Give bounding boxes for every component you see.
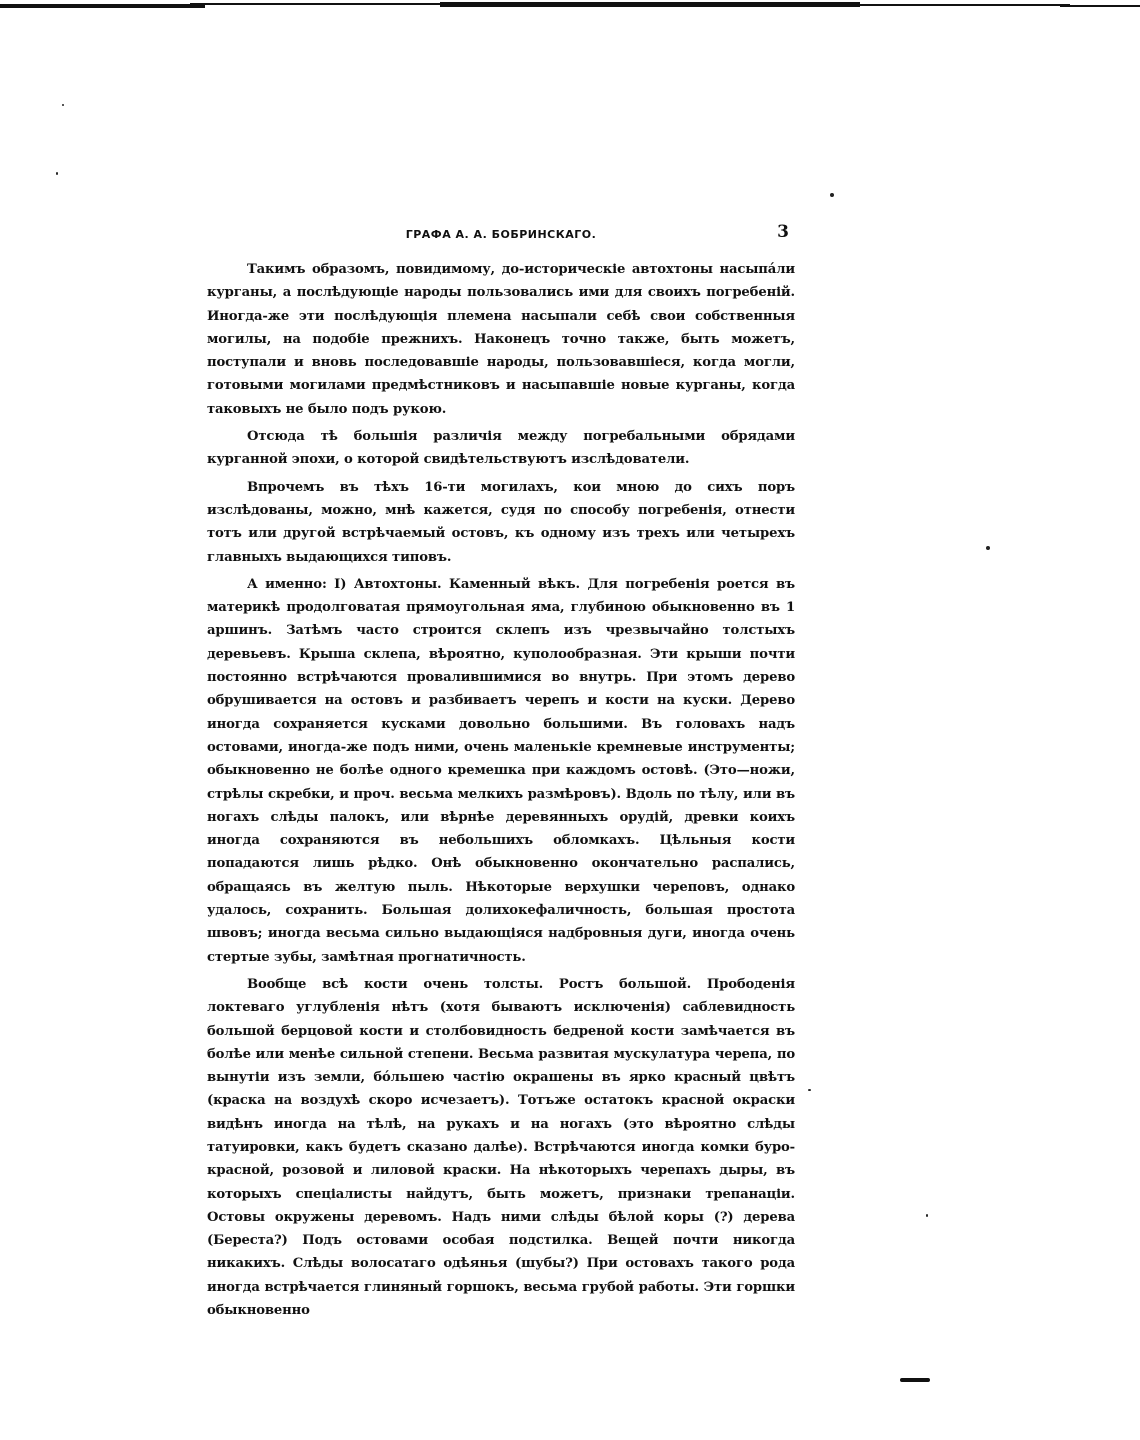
scan-speck — [56, 172, 58, 175]
scan-speck — [62, 104, 64, 106]
scan-edge-stroke — [1060, 5, 1140, 7]
running-header — [207, 222, 795, 246]
scan-speck — [808, 1089, 811, 1091]
paragraph: А именно: I) Автохтоны. Каменный вѣкъ. Для погребенія роется въ материкѣ продолговатая прямоугольная яма, глубиною обыкновенно въ 1 аршинъ. Затѣмъ часто строится склепъ изъ чрезвычайно толстыхъ деревьевъ. Крыша склепа, вѣроятно, куполообразная. Эти крыши почти постоянно встрѣчаются провалившимися во внутрь. При этомъ дерево обрушивается на остовъ и разбиваетъ черепъ и кости на куски. Дерево иногда сохраняется кусками довольно большими. Въ головахъ надъ остовами, иногда-же подъ ними, очень маленькіе кремневые инструменты; обыкновенно не болѣе одного кремешка при каждомъ остовѣ. (Это—ножи, стрѣлы скребки, и проч. весьма мелкихъ размѣровъ). Вдоль по тѣлу, или въ ногахъ слѣды палокъ, или вѣрнѣе деревянныхъ орудій, древки коихъ иногда сохраняются въ небольшихъ обломкахъ. Цѣльныя кости попадаются лишь рѣдко. Онѣ обыкновенно окончательно распались, обращаясь въ желтую пыль. Нѣкоторые верхушки череповъ, однако удалось, сохранить. Большая долихокефаличность, большая простота швовъ; иногда весьма сильно выдающіяся надбровныя дуги, иногда очень стертые зубы, замѣтная прогнатичность. — [207, 576, 795, 965]
scan-speck — [986, 546, 990, 550]
scan-edge-stroke — [850, 4, 1070, 6]
scan-speck — [830, 193, 834, 197]
scan-top-edge — [0, 0, 1140, 22]
scan-speck — [926, 1214, 928, 1217]
paragraph: Такимъ образомъ, повидимому, до-историческіе автохтоны насыпáли курганы, а послѣдующіе народы пользовались ими для своихъ погребеній. Иногда-же эти послѣдующія племена насыпали себѣ свои собственныя могилы, на подобіе прежнихъ. Наконецъ точно также, быть можетъ, поступали и вновь последовавшіе народы, пользовавшіеся, когда могли, готовыми могилами предмѣстниковъ и насыпавшіе новые курганы, когда таковыхъ не было подъ рукою. — [207, 262, 795, 417]
scan-edge-stroke — [190, 3, 450, 5]
paragraph: Впрочемъ въ тѣхъ 16-ти могилахъ, кои мною до сихъ поръ изслѣдованы, можно, мнѣ кажется, судя по способу погребенія, отнести тотъ или другой встрѣчаемый остовъ, къ одному изъ трехъ или четырехъ главныхъ выдающихся типовъ. — [207, 479, 795, 565]
scan-edge-stroke — [0, 4, 205, 8]
paragraph: Отсюда тѣ большія различія между погребальными обрядами курганной эпохи, о которой свидѣтельствуютъ изслѣдователи. — [207, 429, 795, 468]
scan-ink-mark — [900, 1378, 930, 1382]
paragraph: Вообще всѣ кости очень толсты. Ростъ большой. Прободенія локтеваго углубленія нѣтъ (хотя бываютъ исключенія) саблевидность большой берцовой кости и столбовидность бедреной кости замѣчается въ болѣе или менѣе сильной степени. Весьма развитая мускулатура черепа, по вынутіи изъ земли, бóльшею частію окрашены въ ярко красный цвѣтъ (краска на воздухѣ скоро исчезаетъ). Тотъже остатокъ красной окраски видѣнъ иногда на тѣлѣ, на рукахъ и на ногахъ (это вѣроятно слѣды татуировки, какъ будетъ сказано далѣе). Встрѣчаются иногда комки буро-красной, розовой и лиловой краски. На нѣкоторыхъ черепахъ дыры, въ которыхъ спеціалисты найдутъ, быть можетъ, признаки трепанаціи. Остовы окружены деревомъ. Надъ ними слѣды бѣлой коры (?) дерева (Береста?) Подъ остовами особая подстилка. Вещей почти никогда никакихъ. Слѣды волосатаго одѣянья (шубы?) При остовахъ такого рода иногда встрѣчается глиняный горшокъ, весьма грубой работы. Эти горшки обыкновенно — [207, 976, 795, 1319]
running-title: ГРАФА А. А. БОБРИНСКАГО. — [405, 228, 597, 241]
book-page — [207, 222, 795, 1326]
page-number: 3 — [777, 222, 789, 242]
scan-edge-stroke — [440, 2, 860, 7]
